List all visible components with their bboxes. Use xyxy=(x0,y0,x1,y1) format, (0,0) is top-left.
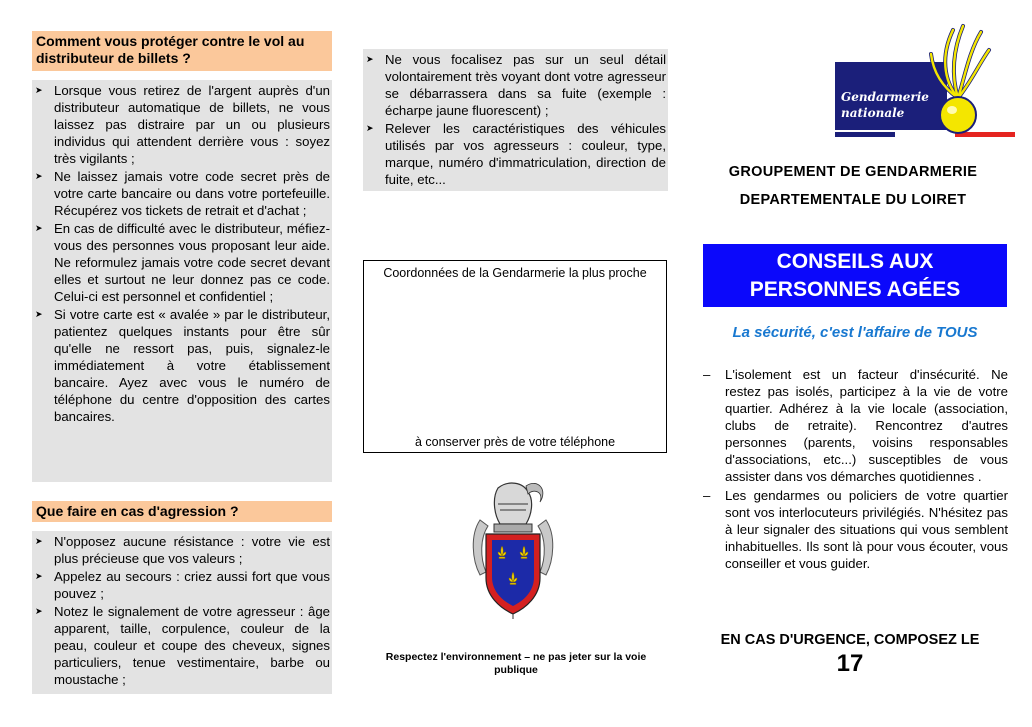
urgence-text: EN CAS D'URGENCE, COMPOSEZ LE xyxy=(720,632,980,648)
list-item: ➤ Si votre carte est « avalée » par le distributeur, patientez quelques instants pour être sûr qu'elle ne ressort pas, puis, signalez-le immédiatement à votre établissement bancaire. Ayez avec vous le numéro de téléphone du centre d'opposition des cartes bancaires. xyxy=(32,306,330,425)
contact-box xyxy=(363,260,667,453)
list-item: ➤ En cas de difficulté avec le distributeur, méfiez-vous des personnes vous proposant leur aide. Ne reformulez jamais votre code secret devant elles et surtout ne leur donnez pas ce code. Celui-ci est personnel et confidentiel ; xyxy=(32,220,330,305)
vehicle-tips-list xyxy=(363,51,668,188)
distributeur-tips-list xyxy=(32,82,332,425)
org-name-line1: GROUPEMENT DE GENDARMERIE xyxy=(728,164,978,180)
agression-tips-list xyxy=(32,533,332,688)
banner-title-line1: CONSEILS AUX xyxy=(776,250,934,273)
list-item: – Les gendarmes ou policiers de votre quartier sont vos interlocuteurs privilégiés. N'hésitez pas à leur signaler des situations qui vous semblent inhabituelles. Ils sont là pour vous écouter, vous conseiller et vous guider. xyxy=(703,487,1008,572)
emergency-number: 17 xyxy=(836,650,864,677)
list-item: ➤ Appelez au secours : criez aussi fort que vous pouvez ; xyxy=(32,568,330,602)
gendarmerie-logo xyxy=(835,20,1017,138)
advice-panel xyxy=(703,366,1008,574)
advice-list xyxy=(703,366,1008,572)
list-item: ➤ N'opposez aucune résistance : votre vie est plus précieuse que vos valeurs ; xyxy=(32,533,330,567)
title-banner xyxy=(703,244,1007,307)
banner-title-line2: PERSONNES AGÉES xyxy=(749,278,961,301)
gendarmerie-crest-icon xyxy=(468,480,558,620)
distributeur-tips-panel xyxy=(32,80,332,482)
section-title-distributeur: Comment vous protéger contre le vol au distributeur de billets ? xyxy=(32,31,332,71)
vehicle-tips-panel xyxy=(363,49,668,191)
org-name-line2: DEPARTEMENTALE DU LOIRET xyxy=(739,192,967,208)
list-item: ➤ Lorsque vous retirez de l'argent auprès d'un distributeur automatique de billets, ne vous laissez pas distraire par un ou plusieurs individus qui attendent derrière vous : soyez très vigilants ; xyxy=(32,82,330,167)
contact-box-note: à conserver près de votre téléphone xyxy=(414,435,616,449)
list-item: ➤ Notez le signalement de votre agresseur : âge apparent, taille, corpulence, couleur de la peau, couleur et coupe des cheveux, signes particuliers, tenue vestimentaire, barbe ou moustache ; xyxy=(32,603,330,688)
agression-tips-panel xyxy=(32,531,332,694)
logo-text-line2: nationale xyxy=(841,106,905,120)
list-item: ➤ Ne vous focalisez pas sur un seul détail volontairement très voyant dont votre agresseur se débarrassera dans sa fuite (exemple : écharpe jaune fluorescent) ; xyxy=(363,51,666,119)
tagline: La sécurité, c'est l'affaire de TOUS xyxy=(732,324,978,341)
grenade-flame-icon xyxy=(923,20,993,140)
contact-box-title: Coordonnées de la Gendarmerie la plus proche xyxy=(383,266,647,280)
section-title-agression: Que faire en cas d'agression ? xyxy=(32,501,332,522)
list-item: ➤ Relever les caractéristiques des véhicules utilisés par vos agresseurs : couleur, type, marque, numéro d'immatriculation, direction de fuite, etc... xyxy=(363,120,666,188)
environment-footer: Respectez l'environnement – ne pas jeter sur la voie publique xyxy=(385,651,647,676)
list-item: – L'isolement est un facteur d'insécurité. Ne restez pas isolés, participez à la vie de votre quartier. Adhérez à la vie locale (association, clubs de retraite). Rencontrez d'autres personnes (parents, voisins responsables d'associations, etc...) susceptibles de vous assister dans vos démarches quotidiennes . xyxy=(703,366,1008,485)
logo-text-line1: Gendarmerie xyxy=(841,90,929,104)
list-item: ➤ Ne laissez jamais votre code secret près de votre carte bancaire ou dans votre portefeuille. Récupérez vos tickets de retrait et d'achat ; xyxy=(32,168,330,219)
